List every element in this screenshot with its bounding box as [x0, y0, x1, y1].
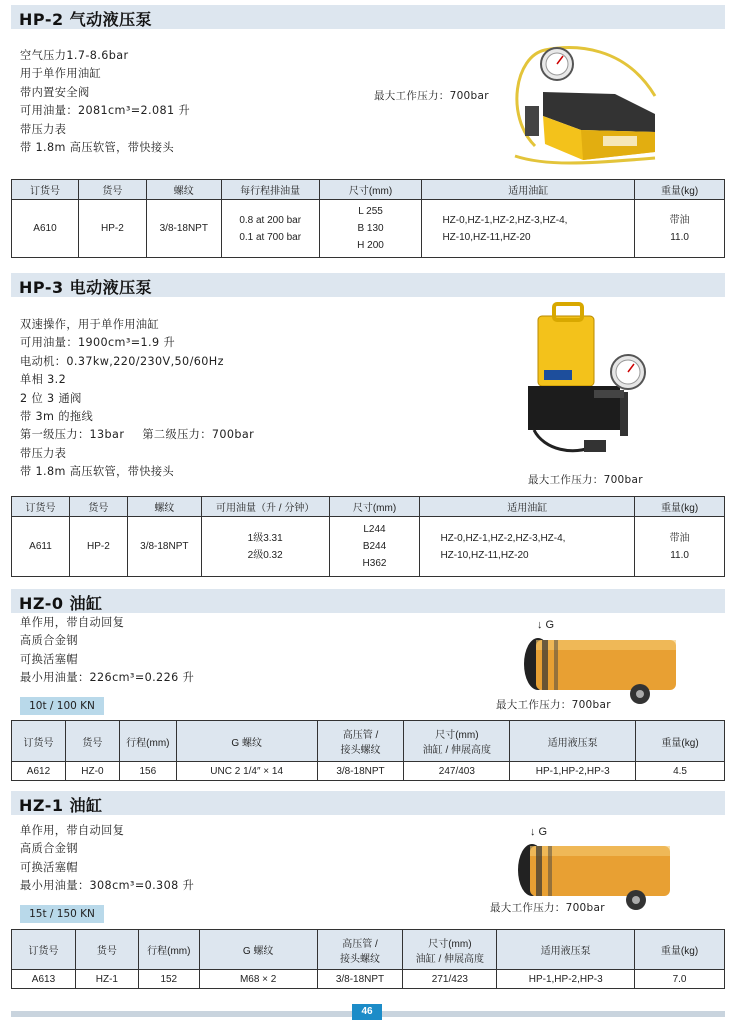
desc-line: 2 位 3 通阀: [20, 391, 82, 405]
column-header: 每行程排油量: [221, 180, 319, 200]
desc-line: 单作用，带自动回复: [20, 616, 125, 629]
air-pump-image: [505, 36, 665, 168]
column-header: 货号: [75, 930, 138, 970]
cylinder-cell: HZ-0,HZ-1,HZ-2,HZ-3,HZ-4, HZ-10,HZ-11,HZ-20: [422, 200, 635, 258]
g-thread-value: UNC 2 1/4″ × 14: [176, 762, 317, 781]
weight-value: 4.5: [636, 762, 725, 781]
column-header: 货号: [65, 721, 119, 762]
g-thread-marker: ↓ G: [537, 619, 555, 631]
hose-thread-value: 3/8-18NPT: [317, 762, 404, 781]
column-header: 高压管 / 接头螺纹: [317, 930, 403, 970]
hz0-description: [20, 614, 194, 688]
hose-thread-value: 3/8-18NPT: [317, 970, 403, 989]
desc-line: 最小用油量：226cm³=0.226 升: [20, 671, 195, 685]
desc-line: 带 1.8m 高压软管，带快接头: [20, 465, 175, 479]
column-header: 尺寸(mm): [329, 497, 420, 517]
order-number: A613: [12, 970, 76, 989]
column-header: 尺寸(mm) 油缸 / 伸展高度: [404, 721, 510, 762]
column-header: 货号: [78, 180, 146, 200]
max-pressure-label: 最大工作压力：700bar: [496, 699, 611, 711]
model-number: HZ-0: [65, 762, 119, 781]
column-header: 适用液压泵: [497, 930, 635, 970]
column-header: 订货号: [12, 180, 79, 200]
capacity-tag: 10t / 100 KN: [20, 697, 104, 715]
column-header: 高压管 / 接头螺纹: [317, 721, 404, 762]
page-number: 46: [352, 1004, 382, 1020]
desc-line: 空气压力1.7-8.6bar: [20, 49, 129, 62]
column-header: 订货号: [12, 497, 70, 517]
pumps-value: HP-1,HP-2,HP-3: [497, 970, 635, 989]
column-header: 尺寸(mm): [319, 180, 422, 200]
capacity-tag: 15t / 150 KN: [20, 905, 104, 923]
column-header: 螺纹: [127, 497, 201, 517]
desc-line: 单相 3.2: [20, 373, 67, 387]
column-header: 订货号: [12, 930, 76, 970]
order-number: A610: [12, 200, 79, 258]
desc-line: 双速操作，用于单作用油缸: [20, 318, 160, 331]
desc-line: 带内置安全阀: [20, 85, 90, 99]
g-thread-value: M68 × 2: [199, 970, 317, 989]
column-header: G 螺纹: [199, 930, 317, 970]
desc-line: 可换活塞帽: [20, 652, 78, 666]
desc-line: 第一级压力：13bar 第二级压力：700bar: [20, 428, 255, 442]
desc-line: 电动机：0.37kw,220/230V,50/60Hz: [20, 354, 224, 368]
column-header: 重量(kg): [635, 930, 725, 970]
dimension-cell: L 255 B 130 H 200: [319, 200, 422, 258]
section-header-hp3: [11, 273, 725, 297]
section-title: HP-3 电动液压泵: [19, 278, 153, 297]
size-value: 271/423: [403, 970, 497, 989]
column-header: 货号: [69, 497, 127, 517]
hp2-description: [20, 47, 190, 157]
model-number: HP-2: [69, 517, 127, 577]
desc-line: 带 1.8m 高压软管，带快接头: [20, 141, 175, 155]
desc-line: 最小用油量：308cm³=0.308 升: [20, 879, 195, 893]
desc-line: 高质合金钢: [20, 842, 78, 856]
column-header: 尺寸(mm) 油缸 / 伸展高度: [403, 930, 497, 970]
model-number: HZ-1: [75, 970, 138, 989]
column-header: G 螺纹: [176, 721, 317, 762]
table-row: [12, 517, 725, 577]
desc-line: 可用油量：2081cm³=2.081 升: [20, 104, 191, 118]
max-pressure-label: 最大工作压力：700bar: [528, 474, 643, 486]
desc-line: 高质合金钢: [20, 634, 78, 648]
g-thread-marker: ↓ G: [530, 826, 548, 838]
hz0-spec-table: [11, 720, 725, 781]
flow-rate-cell: 1级3.31 2级0.32: [201, 517, 329, 577]
order-number: A612: [12, 762, 66, 781]
desc-line: 带压力表: [20, 122, 67, 136]
desc-line: 带压力表: [20, 446, 67, 460]
order-number: A611: [12, 517, 70, 577]
table-row: [12, 200, 725, 258]
column-header: 适用液压泵: [510, 721, 636, 762]
hp2-spec-table: [11, 179, 725, 258]
column-header: 行程(mm): [119, 721, 176, 762]
column-header: 重量(kg): [636, 721, 725, 762]
section-header-hz1: [11, 791, 725, 815]
hp3-spec-table: [11, 496, 725, 577]
desc-line: 可换活塞帽: [20, 860, 78, 874]
section-title: HP-2 气动液压泵: [19, 10, 153, 29]
weight-cell: 带油 11.0: [635, 200, 725, 258]
section-header-hp2: [11, 5, 725, 29]
stroke-value: 156: [119, 762, 176, 781]
section-title: HZ-1 油缸: [19, 796, 103, 815]
cylinder-image: [520, 636, 682, 706]
hz1-spec-table: [11, 929, 725, 989]
table-row: [12, 970, 725, 989]
displacement-cell: 0.8 at 200 bar 0.1 at 700 bar: [221, 200, 319, 258]
column-header: 重量(kg): [635, 497, 725, 517]
table-row: [12, 762, 725, 781]
section-title: HZ-0 油缸: [19, 594, 103, 613]
pumps-value: HP-1,HP-2,HP-3: [510, 762, 636, 781]
weight-cell: 带油 11.0: [635, 517, 725, 577]
desc-line: 带 3m 的拖线: [20, 410, 94, 424]
thread-spec: 3/8-18NPT: [127, 517, 201, 577]
column-header: 行程(mm): [138, 930, 199, 970]
column-header: 适用油缸: [420, 497, 635, 517]
column-header: 适用油缸: [422, 180, 635, 200]
column-header: 可用油量（升 / 分钟）: [201, 497, 329, 517]
cylinder-cell: HZ-0,HZ-1,HZ-2,HZ-3,HZ-4, HZ-10,HZ-11,HZ-20: [420, 517, 635, 577]
hz1-description: [20, 822, 194, 896]
column-header: 重量(kg): [635, 180, 725, 200]
desc-line: 单作用，带自动回复: [20, 824, 125, 837]
model-number: HP-2: [78, 200, 146, 258]
stroke-value: 152: [138, 970, 199, 989]
max-pressure-label: 最大工作压力：700bar: [374, 90, 489, 102]
section-header-hz0: [11, 589, 725, 613]
hp3-description: [20, 316, 254, 482]
max-pressure-label: 最大工作压力：700bar: [490, 902, 605, 914]
column-header: 订货号: [12, 721, 66, 762]
dimension-cell: L244 B244 H362: [329, 517, 420, 577]
desc-line: 可用油量：1900cm³=1.9 升: [20, 336, 176, 350]
desc-line: 用于单作用油缸: [20, 67, 102, 81]
thread-spec: 3/8-18NPT: [146, 200, 221, 258]
size-value: 247/403: [404, 762, 510, 781]
electric-pump-image: [524, 300, 664, 472]
column-header: 螺纹: [146, 180, 221, 200]
weight-value: 7.0: [635, 970, 725, 989]
